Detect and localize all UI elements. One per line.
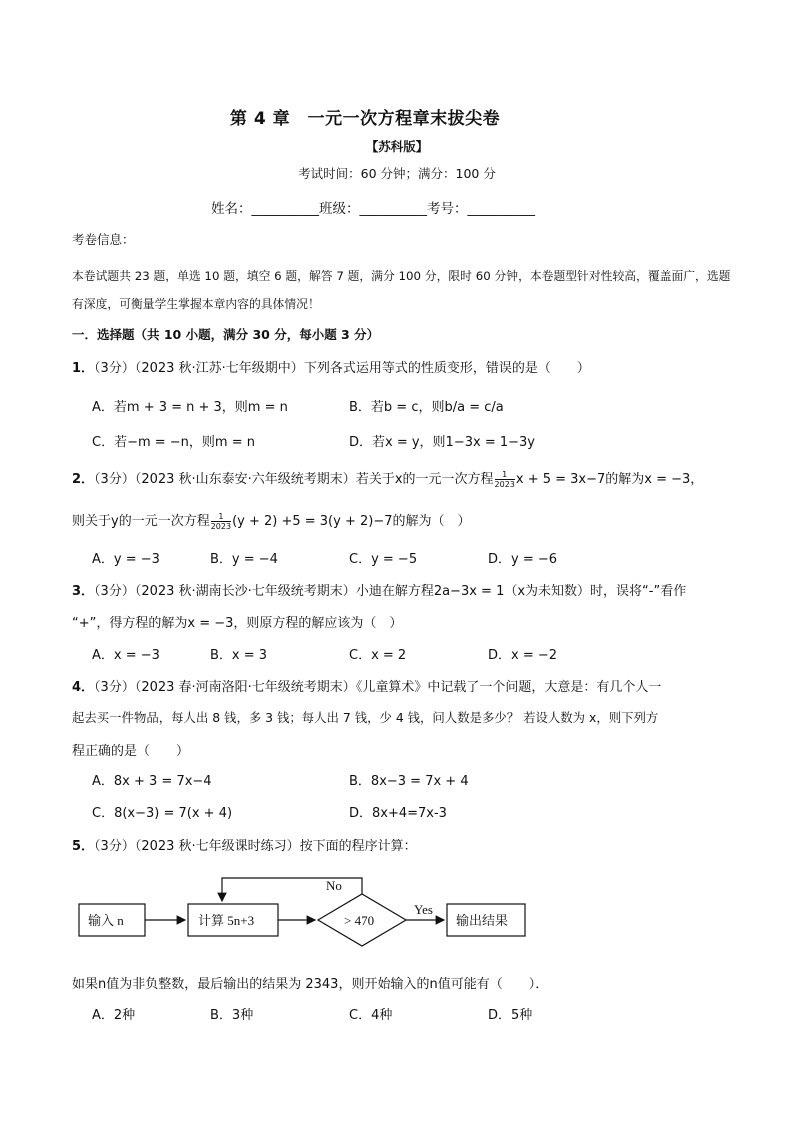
question-stem: (y + 2) +5 = 3(y + 2)−7的解为（ ） [232, 514, 471, 529]
fraction-numerator: 1 [495, 470, 515, 480]
section-title: 一．选择题（共 10 小题，满分 30 分，每小题 3 分） [72, 327, 380, 342]
q4-option-d: D．8x+4=7x-3 [349, 806, 447, 821]
fraction [495, 470, 515, 489]
question-1 [72, 357, 590, 376]
question-2 [72, 468, 703, 489]
edition-label: 【苏科版】 [365, 139, 429, 154]
q2-option-d: D．y = −6 [488, 552, 558, 567]
input-label: 输入 n [88, 913, 124, 928]
output-label: 输出结果 [456, 913, 509, 928]
question-meta: （3分）（2023 秋·江苏·七年级期中） [94, 361, 304, 376]
fraction-numerator: 1 [211, 512, 231, 522]
page-title: 第 4 章 一元一次方程章末拔尖卷 [229, 109, 501, 129]
q4-option-b: B．8x−3 = 7x + 4 [349, 774, 469, 789]
yes-label: Yes [414, 902, 433, 917]
q3-option-b: B．x = 3 [210, 648, 268, 663]
q5-option-d: D．5种 [488, 1008, 533, 1023]
q4-option-a: A．8x + 3 = 7x−4 [92, 774, 212, 789]
question-stem: 则关于y的一元一次方程 [72, 514, 210, 529]
q1-option-a: A．若m + 3 = n + 3，则m = n [92, 400, 288, 415]
q3-option-c: C．x = 2 [349, 648, 407, 663]
exam-info-label: 考卷信息： [72, 232, 135, 247]
q1-option-c: C．若−m = −n，则m = n [92, 435, 255, 450]
q3-option-a: A．x = −3 [92, 648, 160, 663]
compute-label: 计算 5n+3 [198, 913, 255, 928]
question-4 [72, 676, 661, 695]
question-number: 4． [72, 680, 95, 695]
question-number: 1． [72, 361, 95, 376]
question-stem: 小迪在解方程2a−3x = 1（x为未知数）时，误将“-”看作 [355, 584, 687, 599]
question-2-line-2 [72, 510, 470, 531]
question-stem: 若关于x的一元一次方程 [355, 472, 494, 487]
decision-label: > 470 [344, 913, 375, 928]
question-5 [72, 835, 417, 854]
fraction-denominator: 2023 [210, 522, 232, 531]
question-3-line-2: “+”，得方程的解为x = −3，则原方程的解应该为（ ） [72, 616, 403, 631]
question-stem: 按下面的程序计算： [299, 839, 417, 854]
question-stem: 《儿童算术》中记载了一个问题，大意是：有几个人一 [355, 680, 662, 695]
question-4-line-2: 起去买一件物品，每人出 8 钱，多 3 钱；每人出 7 钱，少 4 钱，问人数是多少？ 若设人数为 x，则下列方 [72, 710, 659, 725]
question-stem: x + 5 = 3x−7的解为x = −3， [515, 472, 704, 487]
q5-option-b: B．3种 [210, 1008, 254, 1023]
program-flowchart [70, 870, 540, 950]
question-number: 3． [72, 584, 95, 599]
q2-option-b: B．y = −4 [210, 552, 278, 567]
question-4-line-3: 程正确的是（ ） [72, 744, 190, 759]
q4-option-c: C．8(x−3) = 7(x + 4) [92, 806, 233, 821]
q2-option-c: C．y = −5 [349, 552, 418, 567]
fraction [211, 512, 231, 531]
exam-time-score: 考试时间：60 分钟；满分：100 分 [298, 166, 496, 181]
question-meta: （3分）（2023 秋·七年级课时练习） [94, 839, 300, 854]
question-meta: （3分）（2023 春·河南洛阳·七年级统考期末） [94, 680, 356, 695]
q1-option-d: D．若x = y，则1−3x = 1−3y [349, 435, 535, 450]
fraction-denominator: 2023 [494, 480, 515, 489]
question-number: 5． [72, 839, 95, 854]
question-number: 2． [72, 472, 95, 487]
no-label: No [326, 878, 342, 893]
question-5-line-2: 如果n值为非负整数，最后输出的结果为 2343，则开始输入的n值可能有（ ）． [72, 977, 549, 992]
question-meta: （3分）（2023 秋·山东泰安·六年级统考期末） [94, 472, 356, 487]
q3-option-d: D．x = −2 [488, 648, 558, 663]
student-info-line: 姓名：__________班级：__________考号：__________ [211, 201, 535, 217]
question-3 [72, 580, 686, 599]
q1-option-b: B．若b = c，则b/a = c/a [349, 400, 504, 415]
q2-option-a: A．y = −3 [92, 552, 160, 567]
question-meta: （3分）（2023 秋·湖南长沙·七年级统考期末） [94, 584, 356, 599]
q5-option-c: C．4种 [349, 1008, 393, 1023]
question-stem: 下列各式运用等式的性质变形，错误的是（ ） [303, 361, 590, 376]
q5-option-a: A．2种 [92, 1008, 136, 1023]
exam-info-body: 本卷试题共 23 题，单选 10 题，填空 6 题，解答 7 题，满分 100 分，限时 60 分钟，本卷题型针对性较高，覆盖面广，选题有深度，可衡量学生掌握本章内容的具体情况！ [72, 269, 731, 311]
